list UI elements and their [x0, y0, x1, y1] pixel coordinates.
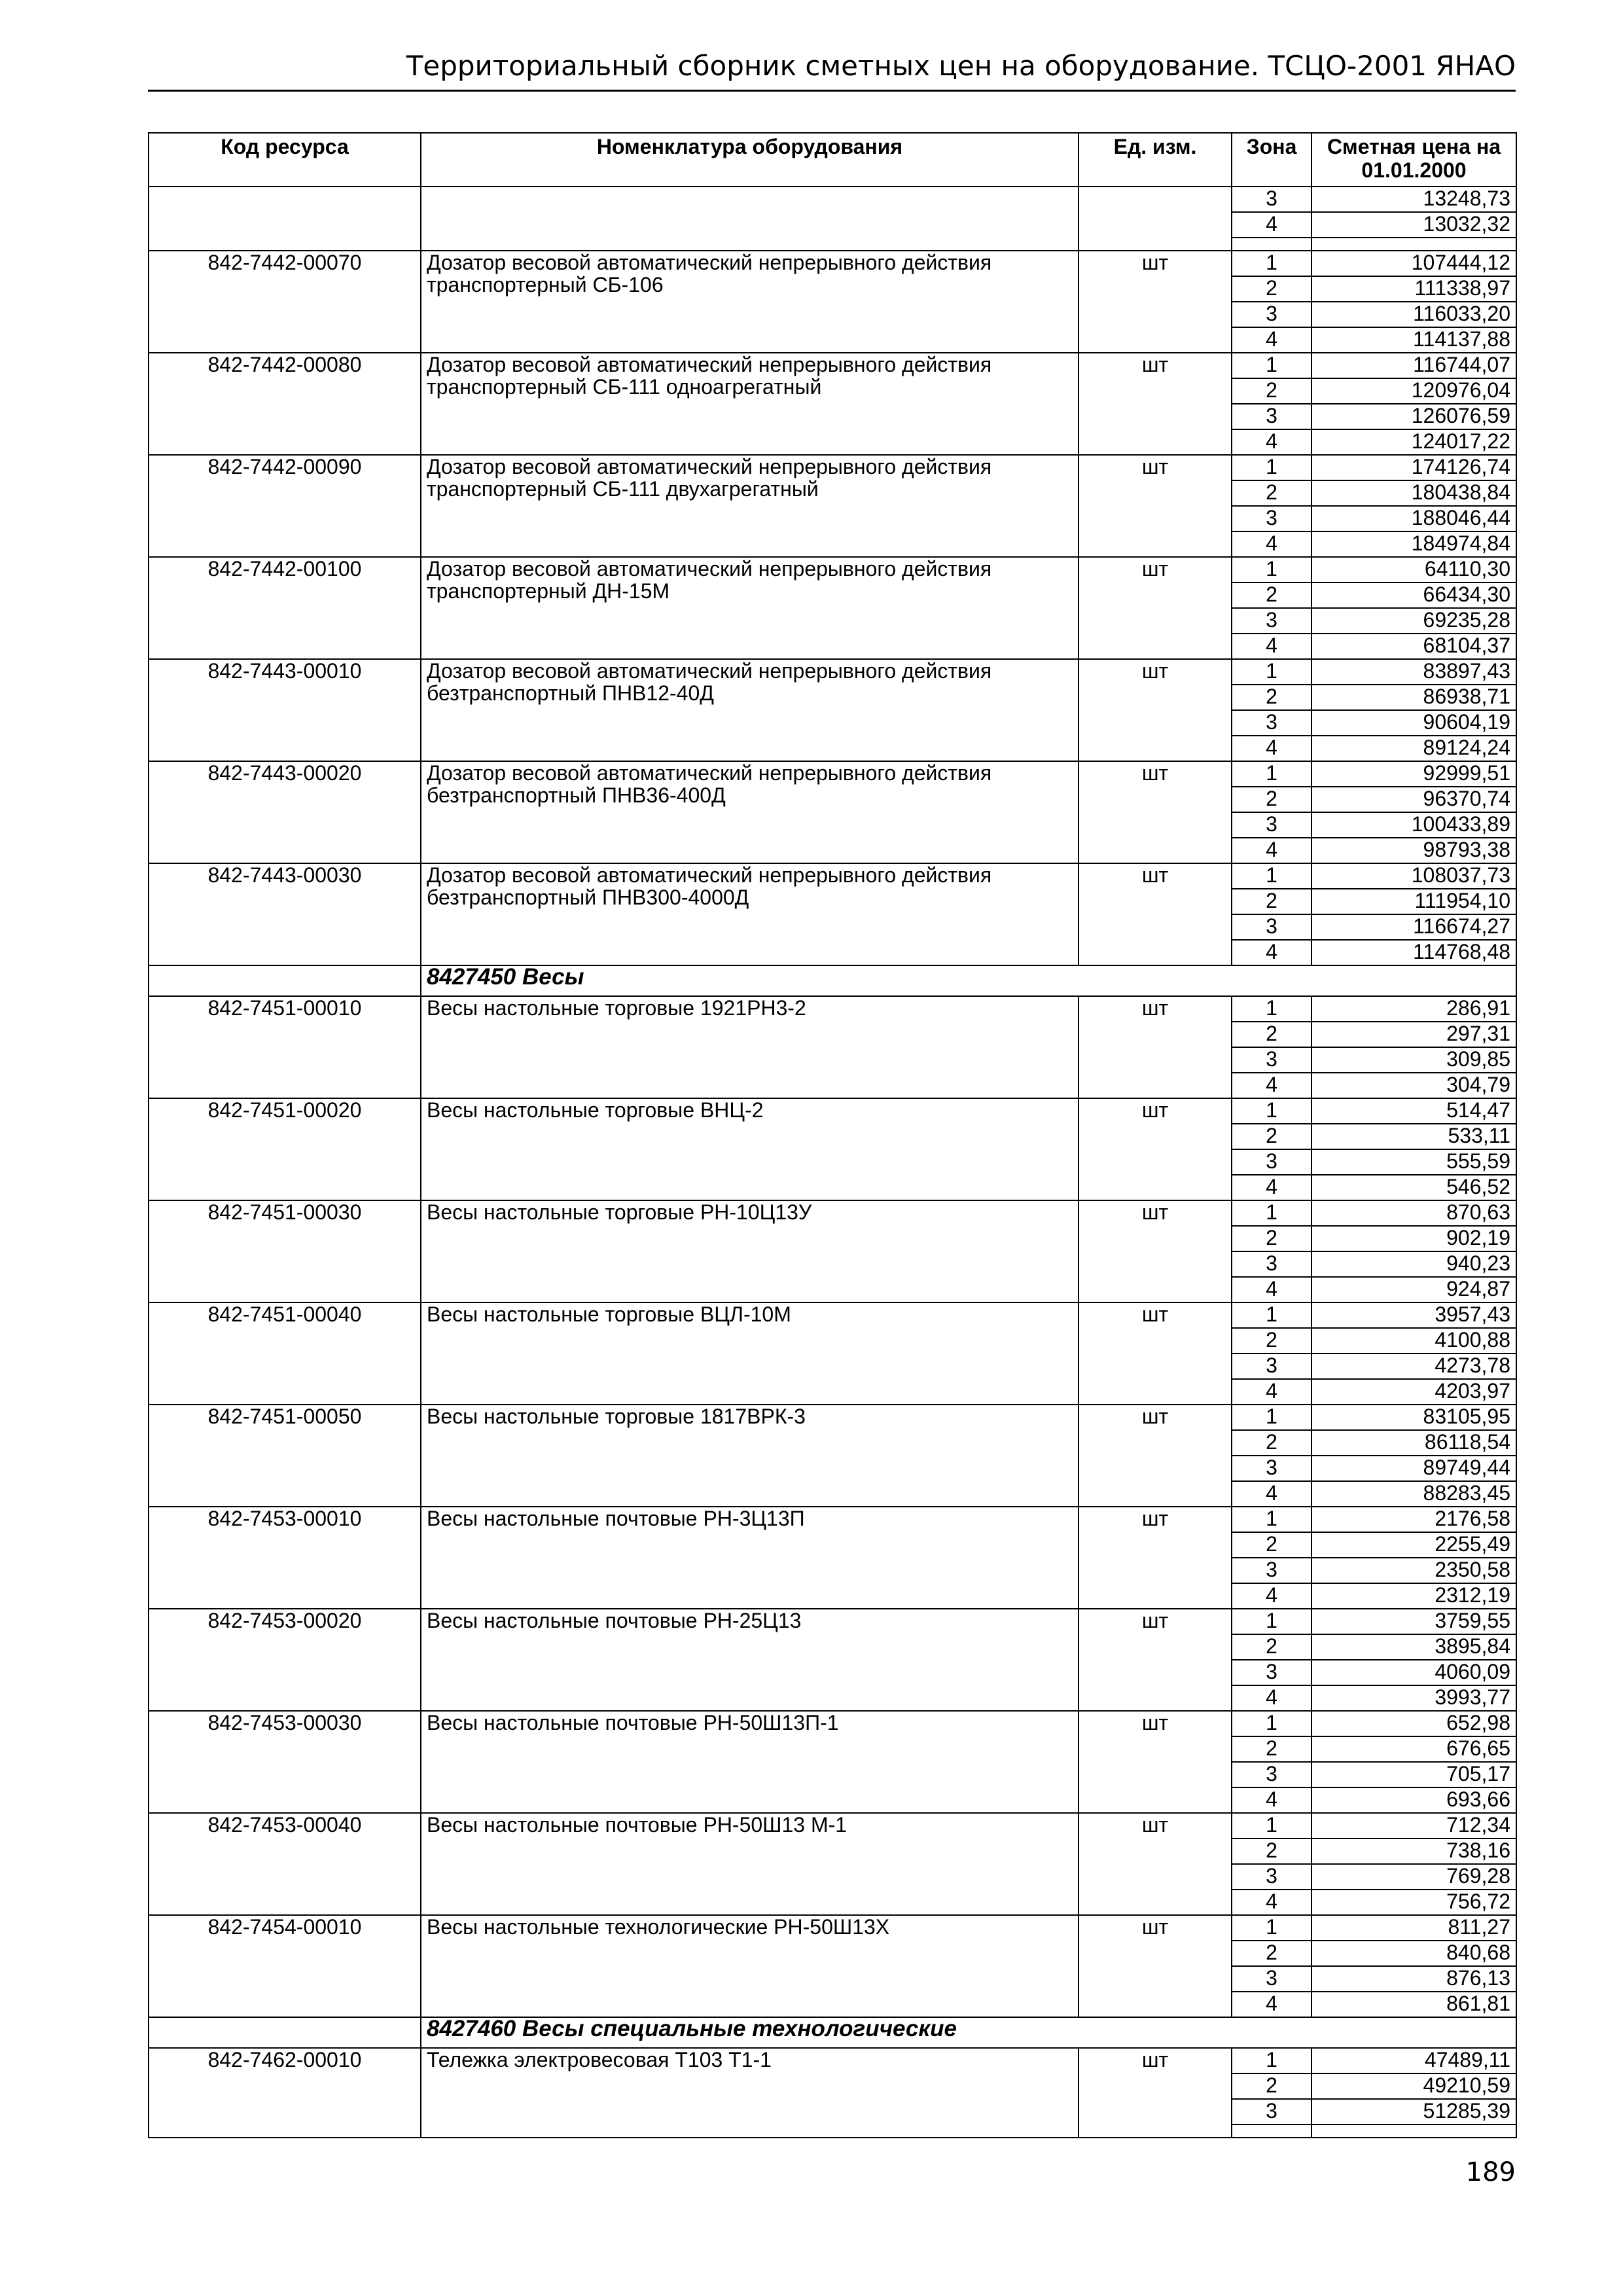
resource-code: 842-7442-00100	[149, 557, 421, 659]
resource-code: 842-7451-00040	[149, 1302, 421, 1405]
equipment-name: Весы настольные технологические РН-50Ш13Х	[421, 1915, 1079, 2017]
resource-code: 842-7453-00040	[149, 1813, 421, 1915]
unit-cell: шт	[1079, 996, 1232, 1098]
zone-cell: 2	[1232, 1941, 1311, 1966]
price-cell: 840,68	[1311, 1941, 1516, 1966]
price-cell: 68104,37	[1311, 634, 1516, 659]
zone-cell: 1	[1232, 1711, 1311, 1736]
price-cell: 861,81	[1311, 1992, 1516, 2017]
price-row	[149, 2048, 1516, 2073]
zone-cell: 4	[1232, 1073, 1311, 1098]
zone-cell: 3	[1232, 1354, 1311, 1379]
page-number: 189	[1465, 2157, 1516, 2187]
price-row	[149, 251, 1516, 276]
price-cell: 88283,45	[1311, 1481, 1516, 1507]
unit-cell: шт	[1079, 1405, 1232, 1507]
resource-code: 842-7443-00010	[149, 659, 421, 761]
unit-cell: шт	[1079, 1200, 1232, 1302]
price-row	[149, 1711, 1516, 1736]
zone-cell: 3	[1232, 1966, 1311, 1992]
zone-cell: 2	[1232, 1532, 1311, 1558]
column-header-unit: Ед. изм.	[1079, 133, 1232, 187]
price-cell: 4273,78	[1311, 1354, 1516, 1379]
price-cell: 86938,71	[1311, 685, 1516, 710]
zone-cell: 3	[1232, 1149, 1311, 1175]
price-cell: 96370,74	[1311, 787, 1516, 812]
zone-cell: 1	[1232, 1609, 1311, 1634]
price-row	[149, 659, 1516, 685]
price-row	[149, 187, 1516, 212]
price-cell: 924,87	[1311, 1277, 1516, 1302]
price-cell: 738,16	[1311, 1839, 1516, 1864]
price-cell: 876,13	[1311, 1966, 1516, 1992]
price-cell: 297,31	[1311, 1022, 1516, 1047]
zone-cell: 1	[1232, 1507, 1311, 1532]
zone-cell: 4	[1232, 327, 1311, 353]
section-title: 8427460 Весы специальные технологические	[421, 2017, 1516, 2048]
price-cell: 514,47	[1311, 1098, 1516, 1124]
zone-cell: 2	[1232, 787, 1311, 812]
zone-cell: 4	[1232, 1175, 1311, 1200]
resource-code: 842-7451-00020	[149, 1098, 421, 1200]
zone-cell: 3	[1232, 506, 1311, 531]
price-cell: 4100,88	[1311, 1328, 1516, 1354]
price-row	[149, 1200, 1516, 1226]
zone-cell: 1	[1232, 455, 1311, 480]
price-cell: 86118,54	[1311, 1430, 1516, 1456]
unit-cell: шт	[1079, 1507, 1232, 1609]
price-cell: 116744,07	[1311, 353, 1516, 378]
price-cell: 2350,58	[1311, 1558, 1516, 1583]
unit-cell: шт	[1079, 557, 1232, 659]
zone-cell-empty	[1232, 238, 1311, 251]
price-cell: 309,85	[1311, 1047, 1516, 1073]
price-cell: 3993,77	[1311, 1685, 1516, 1711]
resource-code: 842-7442-00080	[149, 353, 421, 455]
zone-cell: 4	[1232, 1481, 1311, 1507]
unit-cell: шт	[1079, 1302, 1232, 1405]
price-cell: 940,23	[1311, 1251, 1516, 1277]
resource-code: 842-7454-00010	[149, 1915, 421, 2017]
zone-cell: 4	[1232, 1992, 1311, 2017]
unit-cell: шт	[1079, 2048, 1232, 2138]
zone-cell: 4	[1232, 429, 1311, 455]
price-cell: 114768,48	[1311, 940, 1516, 965]
zone-cell: 1	[1232, 251, 1311, 276]
zone-cell: 3	[1232, 914, 1311, 940]
resource-code: 842-7451-00010	[149, 996, 421, 1098]
price-row	[149, 1302, 1516, 1328]
resource-code: 842-7453-00010	[149, 1507, 421, 1609]
zone-cell: 1	[1232, 353, 1311, 378]
zone-cell: 2	[1232, 1124, 1311, 1149]
price-cell: 98793,38	[1311, 838, 1516, 863]
price-cell: 3759,55	[1311, 1609, 1516, 1634]
equipment-name: Тележка электровесовая Т103 Т1-1	[421, 2048, 1079, 2138]
resource-code: 842-7442-00090	[149, 455, 421, 557]
zone-cell: 1	[1232, 996, 1311, 1022]
price-cell: 47489,11	[1311, 2048, 1516, 2073]
zone-cell: 2	[1232, 685, 1311, 710]
name-cell-empty	[421, 187, 1079, 251]
equipment-name: Весы настольные почтовые РН-50Ш13П-1	[421, 1711, 1079, 1813]
table-body	[149, 187, 1516, 2138]
price-cell: 66434,30	[1311, 583, 1516, 608]
unit-cell: шт	[1079, 863, 1232, 965]
section-code-empty	[149, 2017, 421, 2048]
zone-cell: 1	[1232, 1915, 1311, 1941]
price-cell: 3895,84	[1311, 1634, 1516, 1660]
price-cell: 126076,59	[1311, 404, 1516, 429]
zone-cell: 2	[1232, 276, 1311, 302]
zone-cell: 2	[1232, 1226, 1311, 1251]
zone-cell: 4	[1232, 1277, 1311, 1302]
resource-code: 842-7451-00050	[149, 1405, 421, 1507]
zone-cell: 3	[1232, 187, 1311, 212]
zone-cell: 4	[1232, 940, 1311, 965]
zone-cell: 4	[1232, 838, 1311, 863]
price-row	[149, 1915, 1516, 1941]
zone-cell: 2	[1232, 1022, 1311, 1047]
unit-cell-empty	[1079, 187, 1232, 251]
unit-cell: шт	[1079, 1609, 1232, 1711]
zone-cell: 3	[1232, 1047, 1311, 1073]
equipment-name: Весы настольные торговые ВЦЛ-10М	[421, 1302, 1079, 1405]
unit-cell: шт	[1079, 1915, 1232, 2017]
zone-cell: 3	[1232, 302, 1311, 327]
zone-cell: 4	[1232, 212, 1311, 238]
zone-cell: 4	[1232, 1379, 1311, 1405]
zone-cell: 3	[1232, 404, 1311, 429]
zone-cell: 1	[1232, 659, 1311, 685]
price-cell: 811,27	[1311, 1915, 1516, 1941]
zone-cell: 2	[1232, 1736, 1311, 1762]
zone-cell: 1	[1232, 2048, 1311, 2073]
zone-cell: 2	[1232, 1328, 1311, 1354]
price-row	[149, 1609, 1516, 1634]
zone-cell: 3	[1232, 1456, 1311, 1481]
price-cell: 2176,58	[1311, 1507, 1516, 1532]
price-row	[149, 1098, 1516, 1124]
resource-code: 842-7453-00030	[149, 1711, 421, 1813]
zone-cell: 4	[1232, 634, 1311, 659]
price-cell: 4203,97	[1311, 1379, 1516, 1405]
price-cell-empty	[1311, 238, 1516, 251]
equipment-name: Дозатор весовой автоматический непрерывного действия транспортерный СБ-111 двухагрегатный	[421, 455, 1079, 557]
zone-cell: 4	[1232, 1787, 1311, 1813]
unit-cell: шт	[1079, 1098, 1232, 1200]
price-cell: 111954,10	[1311, 889, 1516, 914]
price-cell: 756,72	[1311, 1890, 1516, 1915]
price-cell: 64110,30	[1311, 557, 1516, 583]
price-cell: 533,11	[1311, 1124, 1516, 1149]
resource-code: 842-7453-00020	[149, 1609, 421, 1711]
price-row	[149, 1507, 1516, 1532]
price-cell: 116674,27	[1311, 914, 1516, 940]
price-cell: 111338,97	[1311, 276, 1516, 302]
column-header-name: Номенклатура оборудования	[421, 133, 1079, 187]
price-row	[149, 1813, 1516, 1839]
equipment-name: Весы настольные торговые 1817ВРК-3	[421, 1405, 1079, 1507]
zone-cell: 3	[1232, 1762, 1311, 1787]
zone-cell: 4	[1232, 736, 1311, 761]
price-cell: 769,28	[1311, 1864, 1516, 1890]
price-row	[149, 863, 1516, 889]
price-cell: 286,91	[1311, 996, 1516, 1022]
resource-code: 842-7442-00070	[149, 251, 421, 353]
price-cell: 108037,73	[1311, 863, 1516, 889]
zone-cell: 4	[1232, 1890, 1311, 1915]
price-cell: 13248,73	[1311, 187, 1516, 212]
price-cell: 546,52	[1311, 1175, 1516, 1200]
document-title: Территориальный сборник сметных цен на оборудование. ТСЦО-2001 ЯНАО	[406, 50, 1516, 82]
zone-cell: 3	[1232, 812, 1311, 838]
zone-cell: 3	[1232, 1864, 1311, 1890]
price-cell: 69235,28	[1311, 608, 1516, 634]
zone-cell: 1	[1232, 761, 1311, 787]
price-cell: 100433,89	[1311, 812, 1516, 838]
price-cell: 92999,51	[1311, 761, 1516, 787]
equipment-name: Весы настольные торговые ВНЦ-2	[421, 1098, 1079, 1200]
price-cell: 902,19	[1311, 1226, 1516, 1251]
price-cell-empty	[1311, 2125, 1516, 2138]
price-cell: 705,17	[1311, 1762, 1516, 1787]
equipment-name: Дозатор весовой автоматический непрерывного действия транспортерный ДН-15М	[421, 557, 1079, 659]
price-cell: 13032,32	[1311, 212, 1516, 238]
price-table	[148, 132, 1517, 2138]
price-cell: 49210,59	[1311, 2073, 1516, 2099]
zone-cell: 1	[1232, 1405, 1311, 1430]
section-row	[149, 2017, 1516, 2048]
price-cell: 304,79	[1311, 1073, 1516, 1098]
price-row	[149, 353, 1516, 378]
zone-cell: 3	[1232, 608, 1311, 634]
zone-cell: 1	[1232, 557, 1311, 583]
price-row	[149, 455, 1516, 480]
zone-cell: 4	[1232, 531, 1311, 557]
zone-cell: 2	[1232, 583, 1311, 608]
unit-cell: шт	[1079, 1813, 1232, 1915]
equipment-name: Весы настольные торговые РН-10Ц13У	[421, 1200, 1079, 1302]
price-row	[149, 557, 1516, 583]
unit-cell: шт	[1079, 251, 1232, 353]
price-cell: 180438,84	[1311, 480, 1516, 506]
price-cell: 3957,43	[1311, 1302, 1516, 1328]
table-header-row	[149, 133, 1516, 187]
zone-cell: 2	[1232, 480, 1311, 506]
price-cell: 188046,44	[1311, 506, 1516, 531]
price-row	[149, 996, 1516, 1022]
zone-cell: 3	[1232, 1251, 1311, 1277]
code-cell-empty	[149, 187, 421, 251]
zone-cell: 2	[1232, 2073, 1311, 2099]
zone-cell: 4	[1232, 1685, 1311, 1711]
price-cell: 124017,22	[1311, 429, 1516, 455]
zone-cell: 1	[1232, 863, 1311, 889]
equipment-name: Дозатор весовой автоматический непрерывного действия транспортерный СБ-111 одноагрегатный	[421, 353, 1079, 455]
zone-cell: 2	[1232, 378, 1311, 404]
zone-cell: 1	[1232, 1098, 1311, 1124]
equipment-name: Весы настольные почтовые РН-50Ш13 М-1	[421, 1813, 1079, 1915]
equipment-name: Весы настольные торговые 1921РН3-2	[421, 996, 1079, 1098]
resource-code: 842-7462-00010	[149, 2048, 421, 2138]
unit-cell: шт	[1079, 455, 1232, 557]
price-cell: 83105,95	[1311, 1405, 1516, 1430]
equipment-name: Дозатор весовой автоматический непрерывного действия безтранспортный ПНВ12-40Д	[421, 659, 1079, 761]
price-cell: 107444,12	[1311, 251, 1516, 276]
price-cell: 870,63	[1311, 1200, 1516, 1226]
price-cell: 90604,19	[1311, 710, 1516, 736]
equipment-name: Весы настольные почтовые РН-3Ц13П	[421, 1507, 1079, 1609]
equipment-name: Дозатор весовой автоматический непрерывного действия безтранспортный ПНВ36-400Д	[421, 761, 1079, 863]
unit-cell: шт	[1079, 659, 1232, 761]
equipment-name: Весы настольные почтовые РН-25Ц13	[421, 1609, 1079, 1711]
price-cell: 555,59	[1311, 1149, 1516, 1175]
section-code-empty	[149, 965, 421, 996]
price-cell: 120976,04	[1311, 378, 1516, 404]
zone-cell: 4	[1232, 1583, 1311, 1609]
price-cell: 89749,44	[1311, 1456, 1516, 1481]
zone-cell: 2	[1232, 1634, 1311, 1660]
resource-code: 842-7443-00030	[149, 863, 421, 965]
page-header	[148, 46, 1516, 92]
price-cell: 712,34	[1311, 1813, 1516, 1839]
price-row	[149, 761, 1516, 787]
price-cell: 116033,20	[1311, 302, 1516, 327]
price-cell: 83897,43	[1311, 659, 1516, 685]
zone-cell: 3	[1232, 1660, 1311, 1685]
equipment-name: Дозатор весовой автоматический непрерывного действия безтранспортный ПНВ300-4000Д	[421, 863, 1079, 965]
resource-code: 842-7443-00020	[149, 761, 421, 863]
zone-cell: 3	[1232, 710, 1311, 736]
zone-cell-empty	[1232, 2125, 1311, 2138]
zone-cell: 3	[1232, 1558, 1311, 1583]
price-cell: 4060,09	[1311, 1660, 1516, 1685]
price-row	[149, 1405, 1516, 1430]
price-cell: 693,66	[1311, 1787, 1516, 1813]
price-cell: 2312,19	[1311, 1583, 1516, 1609]
price-cell: 114137,88	[1311, 327, 1516, 353]
zone-cell: 2	[1232, 1839, 1311, 1864]
section-title: 8427450 Весы	[421, 965, 1516, 996]
price-cell: 174126,74	[1311, 455, 1516, 480]
resource-code: 842-7451-00030	[149, 1200, 421, 1302]
zone-cell: 1	[1232, 1200, 1311, 1226]
price-cell: 51285,39	[1311, 2099, 1516, 2125]
column-header-code: Код ресурса	[149, 133, 421, 187]
equipment-name: Дозатор весовой автоматический непрерывного действия транспортерный СБ-106	[421, 251, 1079, 353]
column-header-price: Сметная цена на 01.01.2000	[1311, 133, 1516, 187]
zone-cell: 3	[1232, 2099, 1311, 2125]
column-header-zone: Зона	[1232, 133, 1311, 187]
zone-cell: 1	[1232, 1813, 1311, 1839]
price-cell: 89124,24	[1311, 736, 1516, 761]
unit-cell: шт	[1079, 761, 1232, 863]
price-cell: 652,98	[1311, 1711, 1516, 1736]
zone-cell: 2	[1232, 889, 1311, 914]
price-cell: 2255,49	[1311, 1532, 1516, 1558]
section-row	[149, 965, 1516, 996]
unit-cell: шт	[1079, 1711, 1232, 1813]
zone-cell: 1	[1232, 1302, 1311, 1328]
zone-cell: 2	[1232, 1430, 1311, 1456]
price-cell: 676,65	[1311, 1736, 1516, 1762]
price-cell: 184974,84	[1311, 531, 1516, 557]
unit-cell: шт	[1079, 353, 1232, 455]
